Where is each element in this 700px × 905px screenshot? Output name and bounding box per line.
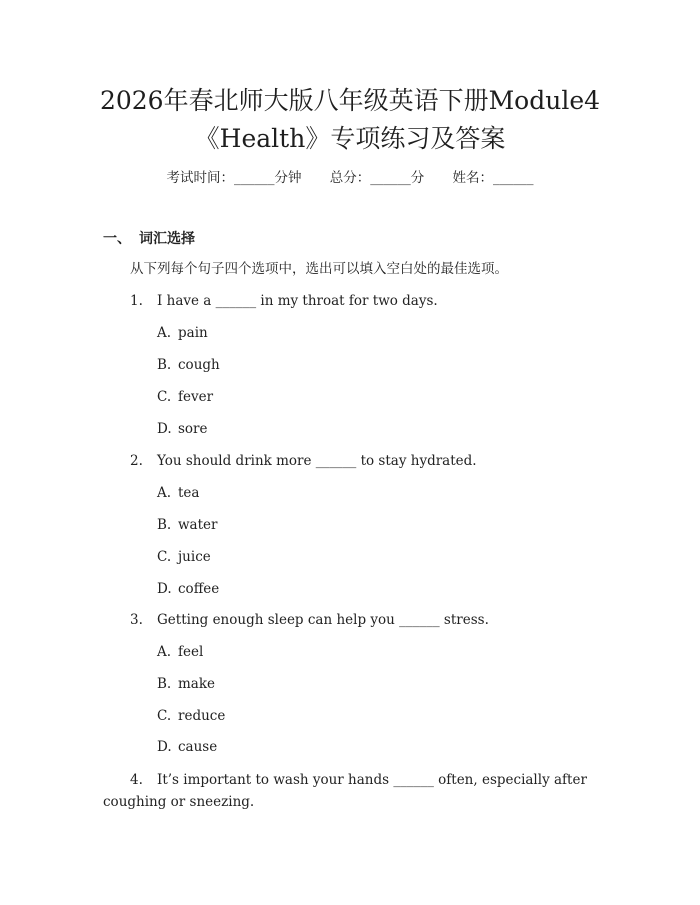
option-text: cause — [178, 739, 218, 755]
question-number: 1. — [130, 293, 143, 309]
option-letter: B. — [157, 357, 172, 373]
question-number: 4. — [130, 772, 143, 788]
option-2c — [157, 547, 211, 567]
student-name: 姓名：______ — [452, 170, 534, 186]
question-2 — [130, 451, 477, 471]
exam-info — [0, 168, 700, 188]
exam-time: 考试时间：______分钟 — [166, 170, 302, 186]
section-instruction: 从下列每个句子四个选项中，选出可以填入空白处的最佳选项。 — [130, 261, 508, 277]
question-3 — [130, 610, 489, 630]
option-text: coffee — [178, 581, 220, 597]
section-title: 词汇选择 — [139, 231, 195, 247]
option-text: make — [178, 676, 216, 692]
option-2d — [157, 579, 219, 599]
option-letter: C. — [157, 708, 172, 724]
option-text: water — [178, 517, 218, 533]
option-letter: D. — [157, 581, 172, 597]
option-3c — [157, 706, 225, 726]
option-text: fever — [178, 389, 214, 405]
option-1b — [157, 355, 220, 375]
option-letter: B. — [157, 676, 172, 692]
option-1c — [157, 387, 213, 407]
option-text: cough — [178, 357, 220, 373]
question-number: 3. — [130, 612, 143, 628]
option-text: feel — [178, 644, 204, 660]
section-number: 一、 — [103, 231, 131, 247]
exam-score: 总分：______分 — [329, 170, 425, 186]
option-2a — [157, 483, 199, 503]
title-line-1: 2026年春北师大版八年级英语下册Module4 — [99, 86, 601, 115]
question-number: 2. — [130, 453, 143, 469]
option-2b — [157, 515, 217, 535]
option-letter: D. — [157, 739, 172, 755]
option-letter: C. — [157, 549, 172, 565]
question-4 — [103, 769, 600, 813]
option-text: juice — [178, 549, 211, 565]
option-3a — [157, 642, 203, 662]
option-text: tea — [178, 485, 200, 501]
question-text: I have a ______ in my throat for two days. — [157, 293, 438, 309]
question-text: Getting enough sleep can help you ______ stress. — [157, 612, 489, 628]
option-letter: C. — [157, 389, 172, 405]
option-text: sore — [178, 421, 208, 437]
option-1d — [157, 419, 208, 439]
option-text: pain — [178, 325, 208, 341]
title-line-2: 《Health》专项练习及答案 — [194, 124, 506, 153]
question-1 — [130, 291, 438, 311]
option-letter: B. — [157, 517, 172, 533]
question-text: You should drink more ______ to stay hydrated. — [157, 453, 477, 469]
option-letter: A. — [157, 485, 172, 501]
option-3b — [157, 674, 215, 694]
option-letter: A. — [157, 644, 172, 660]
page-title — [0, 82, 700, 158]
option-1a — [157, 323, 208, 343]
option-3d — [157, 737, 217, 757]
option-letter: D. — [157, 421, 172, 437]
option-letter: A. — [157, 325, 172, 341]
section-heading — [103, 229, 195, 249]
option-text: reduce — [178, 708, 226, 724]
question-text: It’s important to wash your hands ______ often, especially after coughing or sneezing. — [103, 772, 587, 810]
